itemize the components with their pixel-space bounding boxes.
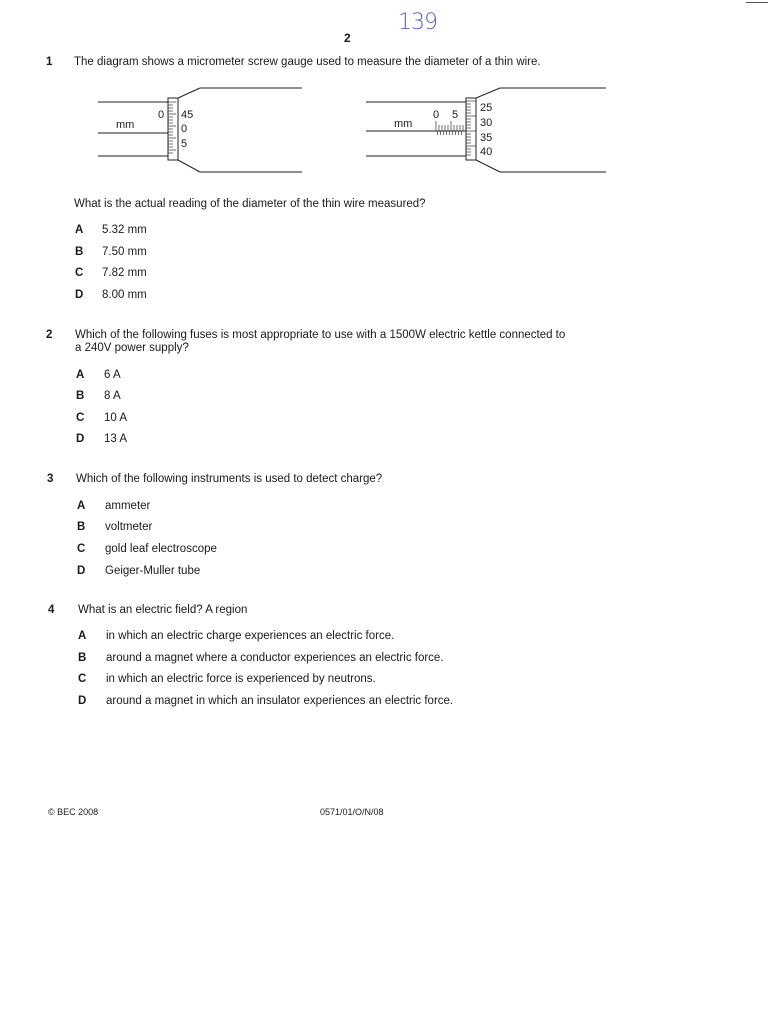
q3-option-c-letter: C [77,543,86,555]
q1-option-a-text: 5.32 mm [102,224,147,236]
footer-paper-code: 0571/01/O/N/08 [320,807,384,817]
micrometer-left [98,88,302,172]
q4-option-d-text: around a magnet in which an insulator experiences an electric force. [106,695,454,707]
micrometer-diagram [90,80,620,180]
right-thimble-35: 35 [480,132,493,144]
right-thimble-25: 25 [480,102,493,114]
q1-option-c-text: 7.82 mm [102,267,147,279]
q2-option-d-text: 13 A [104,433,128,445]
right-main-scale-5: 5 [452,109,459,121]
q1-option-d-text: 8.00 mm [102,289,147,301]
q1-option-d-letter: D [75,289,84,301]
question-2-text-line1: Which of the following fuses is most appropriate to use with a 1500W electric kettle connected to [75,329,566,341]
q2-option-a-letter: A [76,369,85,381]
q2-option-b-text: 8 A [104,390,121,402]
q4-option-d-letter: D [78,695,87,707]
q3-option-c-text: gold leaf electroscope [105,543,217,555]
right-unit-label: mm [394,118,413,130]
q3-option-d-letter: D [77,565,86,577]
q2-option-d-letter: D [76,433,85,445]
right-thimble-40: 40 [480,146,493,158]
question-2-text-line2: a 240V power supply? [75,342,189,354]
question-3-text: Which of the following instruments is used to detect charge? [76,473,383,485]
q3-option-a-text: ammeter [105,500,151,512]
footer-copyright: © BEC 2008 [48,807,99,817]
q3-option-a-letter: A [77,500,86,512]
q2-option-c-text: 10 A [104,412,128,424]
left-thimble-45: 45 [181,109,194,121]
q2-option-a-text: 6 A [104,369,121,381]
corner-mark [746,2,768,3]
question-1-subtext: What is the actual reading of the diameter of the thin wire measured? [74,198,426,210]
page-number: 2 [344,31,351,45]
left-thimble-5: 5 [181,138,188,150]
q4-option-a-letter: A [78,630,87,642]
question-4-text: What is an electric field? A region [78,604,248,616]
right-main-scale-0: 0 [433,109,440,121]
left-thimble-0: 0 [181,123,188,135]
q1-option-b-text: 7.50 mm [102,246,147,258]
micrometer-right [366,88,606,172]
right-thimble-30: 30 [480,117,493,129]
q4-option-a-text: in which an electric charge experiences an electric force. [106,630,395,642]
question-4-number: 4 [48,604,55,616]
q3-option-b-letter: B [77,521,86,533]
question-2-number: 2 [46,329,53,341]
q4-option-b-letter: B [78,652,87,664]
q2-option-c-letter: C [76,412,85,424]
question-3-number: 3 [47,473,54,485]
q4-option-c-letter: C [78,673,87,685]
left-main-scale-zero: 0 [158,109,165,121]
q3-option-d-text: Geiger-Muller tube [105,565,201,577]
q1-option-a-letter: A [75,224,84,236]
question-1-text: The diagram shows a micrometer screw gauge used to measure the diameter of a thin wire. [74,56,541,68]
handwritten-page-number: 139 [398,10,437,35]
q1-option-b-letter: B [75,246,84,258]
q4-option-c-text: in which an electric force is experienced by neutrons. [106,673,376,685]
q4-option-b-text: around a magnet where a conductor experiences an electric force. [106,652,444,664]
q2-option-b-letter: B [76,390,85,402]
question-1-number: 1 [46,56,53,68]
left-unit-label: mm [116,119,135,131]
q3-option-b-text: voltmeter [105,521,153,533]
q1-option-c-letter: C [75,267,84,279]
